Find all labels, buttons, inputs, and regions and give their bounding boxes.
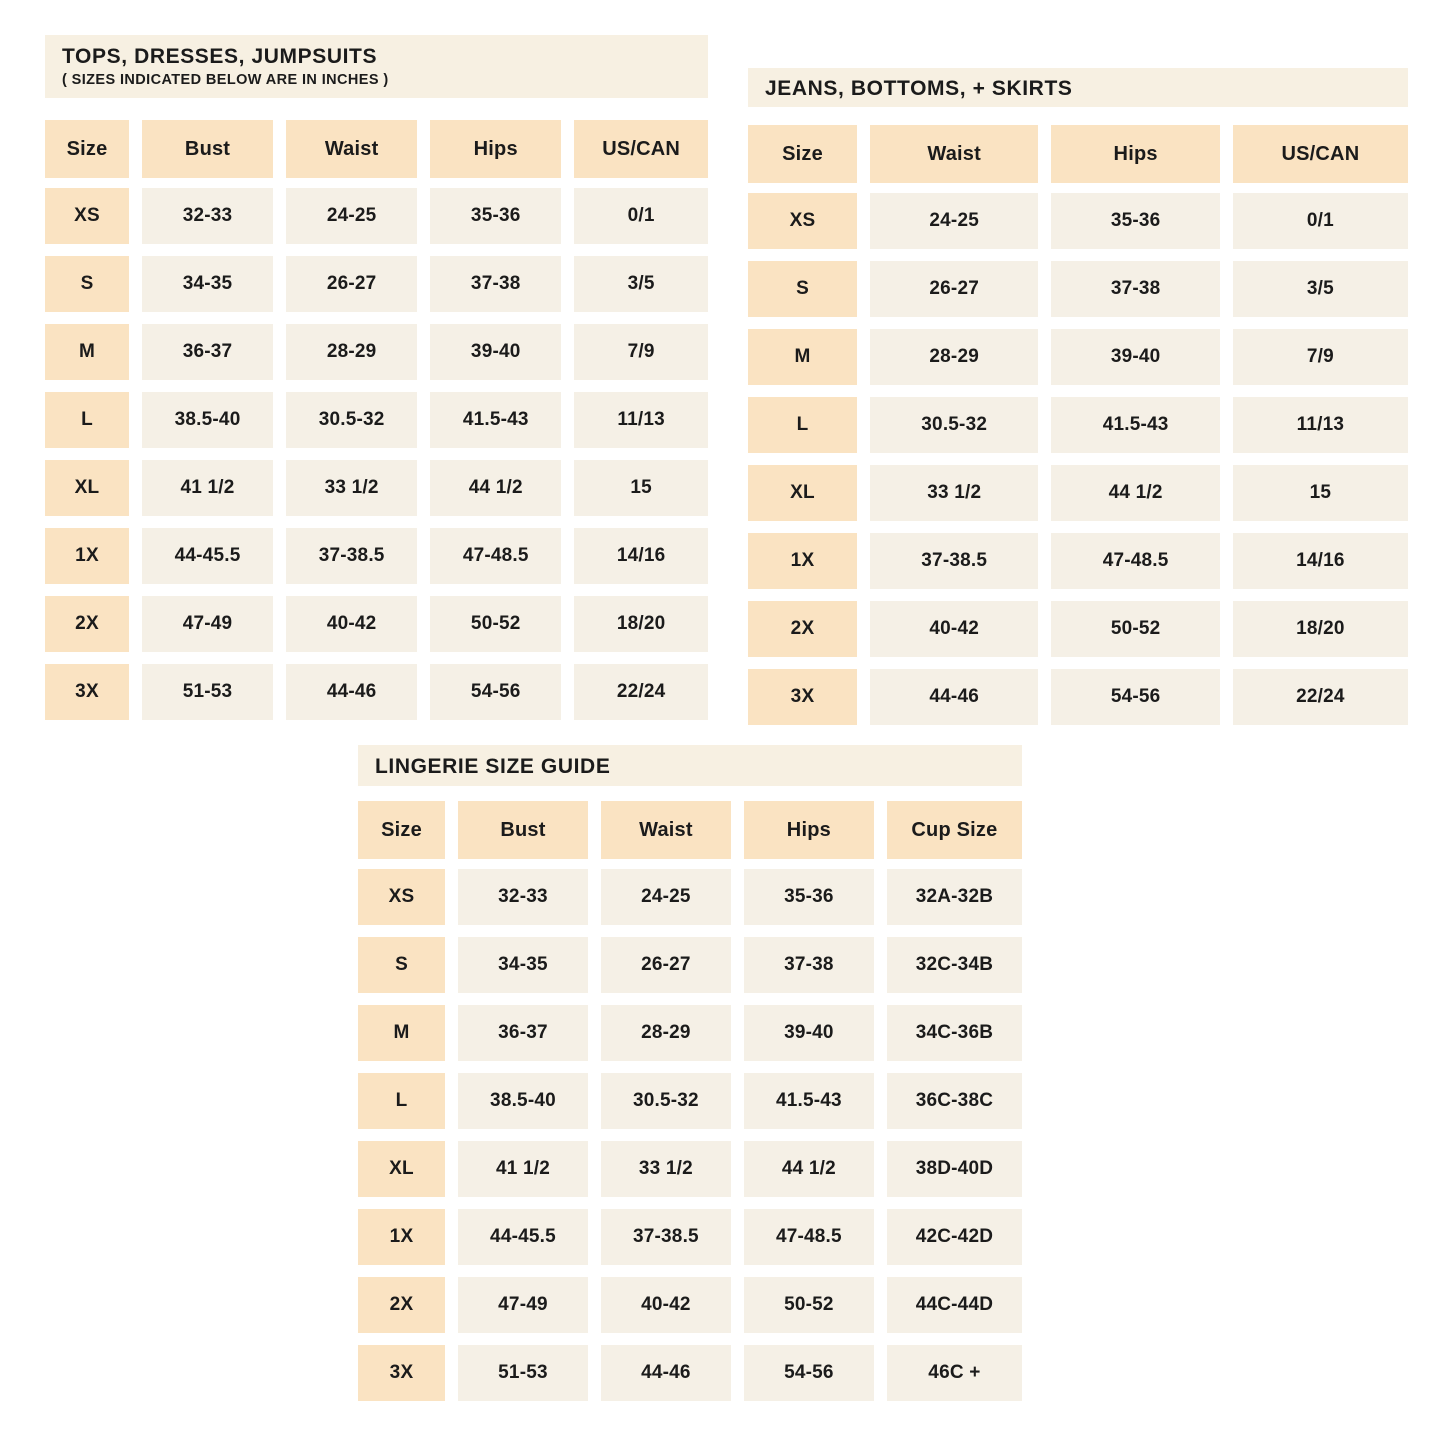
measurement-cell: 37-38.5 bbox=[870, 533, 1038, 589]
measurement-cell: 37-38.5 bbox=[286, 528, 417, 584]
measurement-cell: 33 1/2 bbox=[870, 465, 1038, 521]
tops-table-title: TOPS, DRESSES, JUMPSUITS bbox=[62, 45, 378, 68]
measurement-cell: 40-42 bbox=[601, 1277, 731, 1333]
size-label-cell: L bbox=[358, 1073, 445, 1129]
measurement-cell: 54-56 bbox=[744, 1345, 874, 1401]
column-header-us-can: US/CAN bbox=[1233, 125, 1408, 183]
measurement-cell: 37-38.5 bbox=[601, 1209, 731, 1265]
measurement-cell: 18/20 bbox=[1233, 601, 1408, 657]
lingerie-table-title-bar bbox=[358, 745, 1022, 786]
measurement-cell: 32-33 bbox=[142, 188, 273, 244]
measurement-cell: 26-27 bbox=[870, 261, 1038, 317]
column-header-cup-size: Cup Size bbox=[887, 801, 1022, 859]
jeans-table-grid bbox=[748, 125, 1408, 725]
size-label-cell: XS bbox=[358, 869, 445, 925]
lingerie-size-guide-table bbox=[358, 745, 1022, 1401]
size-label-cell: M bbox=[748, 329, 857, 385]
measurement-cell: 46C + bbox=[887, 1345, 1022, 1401]
measurement-cell: 44-45.5 bbox=[458, 1209, 588, 1265]
measurement-cell: 30.5-32 bbox=[601, 1073, 731, 1129]
lingerie-table-title: LINGERIE SIZE GUIDE bbox=[375, 755, 611, 778]
measurement-cell: 7/9 bbox=[1233, 329, 1408, 385]
size-label-cell: S bbox=[45, 256, 129, 312]
measurement-cell: 7/9 bbox=[574, 324, 708, 380]
measurement-cell: 42C-42D bbox=[887, 1209, 1022, 1265]
measurement-cell: 28-29 bbox=[601, 1005, 731, 1061]
size-label-cell: XL bbox=[358, 1141, 445, 1197]
measurement-cell: 22/24 bbox=[574, 664, 708, 720]
measurement-cell: 47-48.5 bbox=[744, 1209, 874, 1265]
size-label-cell: S bbox=[358, 937, 445, 993]
size-label-cell: L bbox=[748, 397, 857, 453]
tops-table-title-bar bbox=[45, 35, 708, 98]
measurement-cell: 36-37 bbox=[142, 324, 273, 380]
measurement-cell: 15 bbox=[1233, 465, 1408, 521]
measurement-cell: 15 bbox=[574, 460, 708, 516]
measurement-cell: 37-38 bbox=[430, 256, 561, 312]
measurement-cell: 32-33 bbox=[458, 869, 588, 925]
measurement-cell: 14/16 bbox=[574, 528, 708, 584]
measurement-cell: 39-40 bbox=[430, 324, 561, 380]
measurement-cell: 34-35 bbox=[142, 256, 273, 312]
measurement-cell: 38.5-40 bbox=[458, 1073, 588, 1129]
size-label-cell: 2X bbox=[748, 601, 857, 657]
measurement-cell: 50-52 bbox=[430, 596, 561, 652]
jeans-table-title-bar bbox=[748, 68, 1408, 107]
column-header-bust: Bust bbox=[142, 120, 273, 178]
column-header-size: Size bbox=[748, 125, 857, 183]
lingerie-table-grid bbox=[358, 801, 1022, 1401]
measurement-cell: 0/1 bbox=[1233, 193, 1408, 249]
measurement-cell: 44-46 bbox=[870, 669, 1038, 725]
measurement-cell: 11/13 bbox=[1233, 397, 1408, 453]
size-label-cell: 1X bbox=[358, 1209, 445, 1265]
measurement-cell: 54-56 bbox=[1051, 669, 1219, 725]
measurement-cell: 32C-34B bbox=[887, 937, 1022, 993]
measurement-cell: 44 1/2 bbox=[430, 460, 561, 516]
size-label-cell: M bbox=[45, 324, 129, 380]
size-label-cell: 3X bbox=[748, 669, 857, 725]
measurement-cell: 0/1 bbox=[574, 188, 708, 244]
size-label-cell: 3X bbox=[358, 1345, 445, 1401]
measurement-cell: 50-52 bbox=[744, 1277, 874, 1333]
measurement-cell: 41 1/2 bbox=[142, 460, 273, 516]
column-header-size: Size bbox=[358, 801, 445, 859]
measurement-cell: 47-48.5 bbox=[1051, 533, 1219, 589]
size-label-cell: 2X bbox=[45, 596, 129, 652]
measurement-cell: 30.5-32 bbox=[286, 392, 417, 448]
measurement-cell: 41.5-43 bbox=[744, 1073, 874, 1129]
measurement-cell: 38.5-40 bbox=[142, 392, 273, 448]
measurement-cell: 44-45.5 bbox=[142, 528, 273, 584]
measurement-cell: 35-36 bbox=[1051, 193, 1219, 249]
measurement-cell: 18/20 bbox=[574, 596, 708, 652]
measurement-cell: 34C-36B bbox=[887, 1005, 1022, 1061]
measurement-cell: 37-38 bbox=[1051, 261, 1219, 317]
column-header-waist: Waist bbox=[286, 120, 417, 178]
measurement-cell: 47-48.5 bbox=[430, 528, 561, 584]
measurement-cell: 35-36 bbox=[744, 869, 874, 925]
measurement-cell: 32A-32B bbox=[887, 869, 1022, 925]
measurement-cell: 24-25 bbox=[286, 188, 417, 244]
measurement-cell: 36-37 bbox=[458, 1005, 588, 1061]
measurement-cell: 47-49 bbox=[458, 1277, 588, 1333]
tops-dresses-jumpsuits-table bbox=[45, 35, 708, 720]
tops-table-subtitle: ( SIZES INDICATED BELOW ARE IN INCHES ) bbox=[62, 72, 389, 89]
size-label-cell: XS bbox=[748, 193, 857, 249]
measurement-cell: 41 1/2 bbox=[458, 1141, 588, 1197]
measurement-cell: 24-25 bbox=[601, 869, 731, 925]
column-header-bust: Bust bbox=[458, 801, 588, 859]
size-label-cell: 2X bbox=[358, 1277, 445, 1333]
column-header-hips: Hips bbox=[744, 801, 874, 859]
jeans-table-title: JEANS, BOTTOMS, + SKIRTS bbox=[765, 77, 1073, 100]
size-label-cell: L bbox=[45, 392, 129, 448]
measurement-cell: 34-35 bbox=[458, 937, 588, 993]
measurement-cell: 26-27 bbox=[601, 937, 731, 993]
size-label-cell: 3X bbox=[45, 664, 129, 720]
size-label-cell: 1X bbox=[45, 528, 129, 584]
column-header-hips: Hips bbox=[430, 120, 561, 178]
measurement-cell: 36C-38C bbox=[887, 1073, 1022, 1129]
measurement-cell: 3/5 bbox=[1233, 261, 1408, 317]
size-label-cell: XL bbox=[748, 465, 857, 521]
measurement-cell: 41.5-43 bbox=[1051, 397, 1219, 453]
size-label-cell: XL bbox=[45, 460, 129, 516]
tops-table-grid bbox=[45, 120, 708, 720]
measurement-cell: 24-25 bbox=[870, 193, 1038, 249]
measurement-cell: 40-42 bbox=[286, 596, 417, 652]
measurement-cell: 51-53 bbox=[142, 664, 273, 720]
measurement-cell: 44-46 bbox=[601, 1345, 731, 1401]
measurement-cell: 3/5 bbox=[574, 256, 708, 312]
measurement-cell: 40-42 bbox=[870, 601, 1038, 657]
measurement-cell: 47-49 bbox=[142, 596, 273, 652]
measurement-cell: 44C-44D bbox=[887, 1277, 1022, 1333]
size-label-cell: M bbox=[358, 1005, 445, 1061]
column-header-us-can: US/CAN bbox=[574, 120, 708, 178]
measurement-cell: 33 1/2 bbox=[601, 1141, 731, 1197]
measurement-cell: 44-46 bbox=[286, 664, 417, 720]
column-header-waist: Waist bbox=[870, 125, 1038, 183]
measurement-cell: 28-29 bbox=[286, 324, 417, 380]
measurement-cell: 39-40 bbox=[744, 1005, 874, 1061]
measurement-cell: 14/16 bbox=[1233, 533, 1408, 589]
size-label-cell: 1X bbox=[748, 533, 857, 589]
measurement-cell: 30.5-32 bbox=[870, 397, 1038, 453]
size-label-cell: XS bbox=[45, 188, 129, 244]
measurement-cell: 22/24 bbox=[1233, 669, 1408, 725]
measurement-cell: 38D-40D bbox=[887, 1141, 1022, 1197]
column-header-waist: Waist bbox=[601, 801, 731, 859]
measurement-cell: 41.5-43 bbox=[430, 392, 561, 448]
measurement-cell: 11/13 bbox=[574, 392, 708, 448]
measurement-cell: 44 1/2 bbox=[1051, 465, 1219, 521]
measurement-cell: 50-52 bbox=[1051, 601, 1219, 657]
measurement-cell: 35-36 bbox=[430, 188, 561, 244]
measurement-cell: 44 1/2 bbox=[744, 1141, 874, 1197]
column-header-size: Size bbox=[45, 120, 129, 178]
measurement-cell: 28-29 bbox=[870, 329, 1038, 385]
size-label-cell: S bbox=[748, 261, 857, 317]
measurement-cell: 37-38 bbox=[744, 937, 874, 993]
jeans-bottoms-skirts-table bbox=[748, 68, 1408, 725]
measurement-cell: 33 1/2 bbox=[286, 460, 417, 516]
measurement-cell: 39-40 bbox=[1051, 329, 1219, 385]
measurement-cell: 51-53 bbox=[458, 1345, 588, 1401]
column-header-hips: Hips bbox=[1051, 125, 1219, 183]
measurement-cell: 54-56 bbox=[430, 664, 561, 720]
measurement-cell: 26-27 bbox=[286, 256, 417, 312]
